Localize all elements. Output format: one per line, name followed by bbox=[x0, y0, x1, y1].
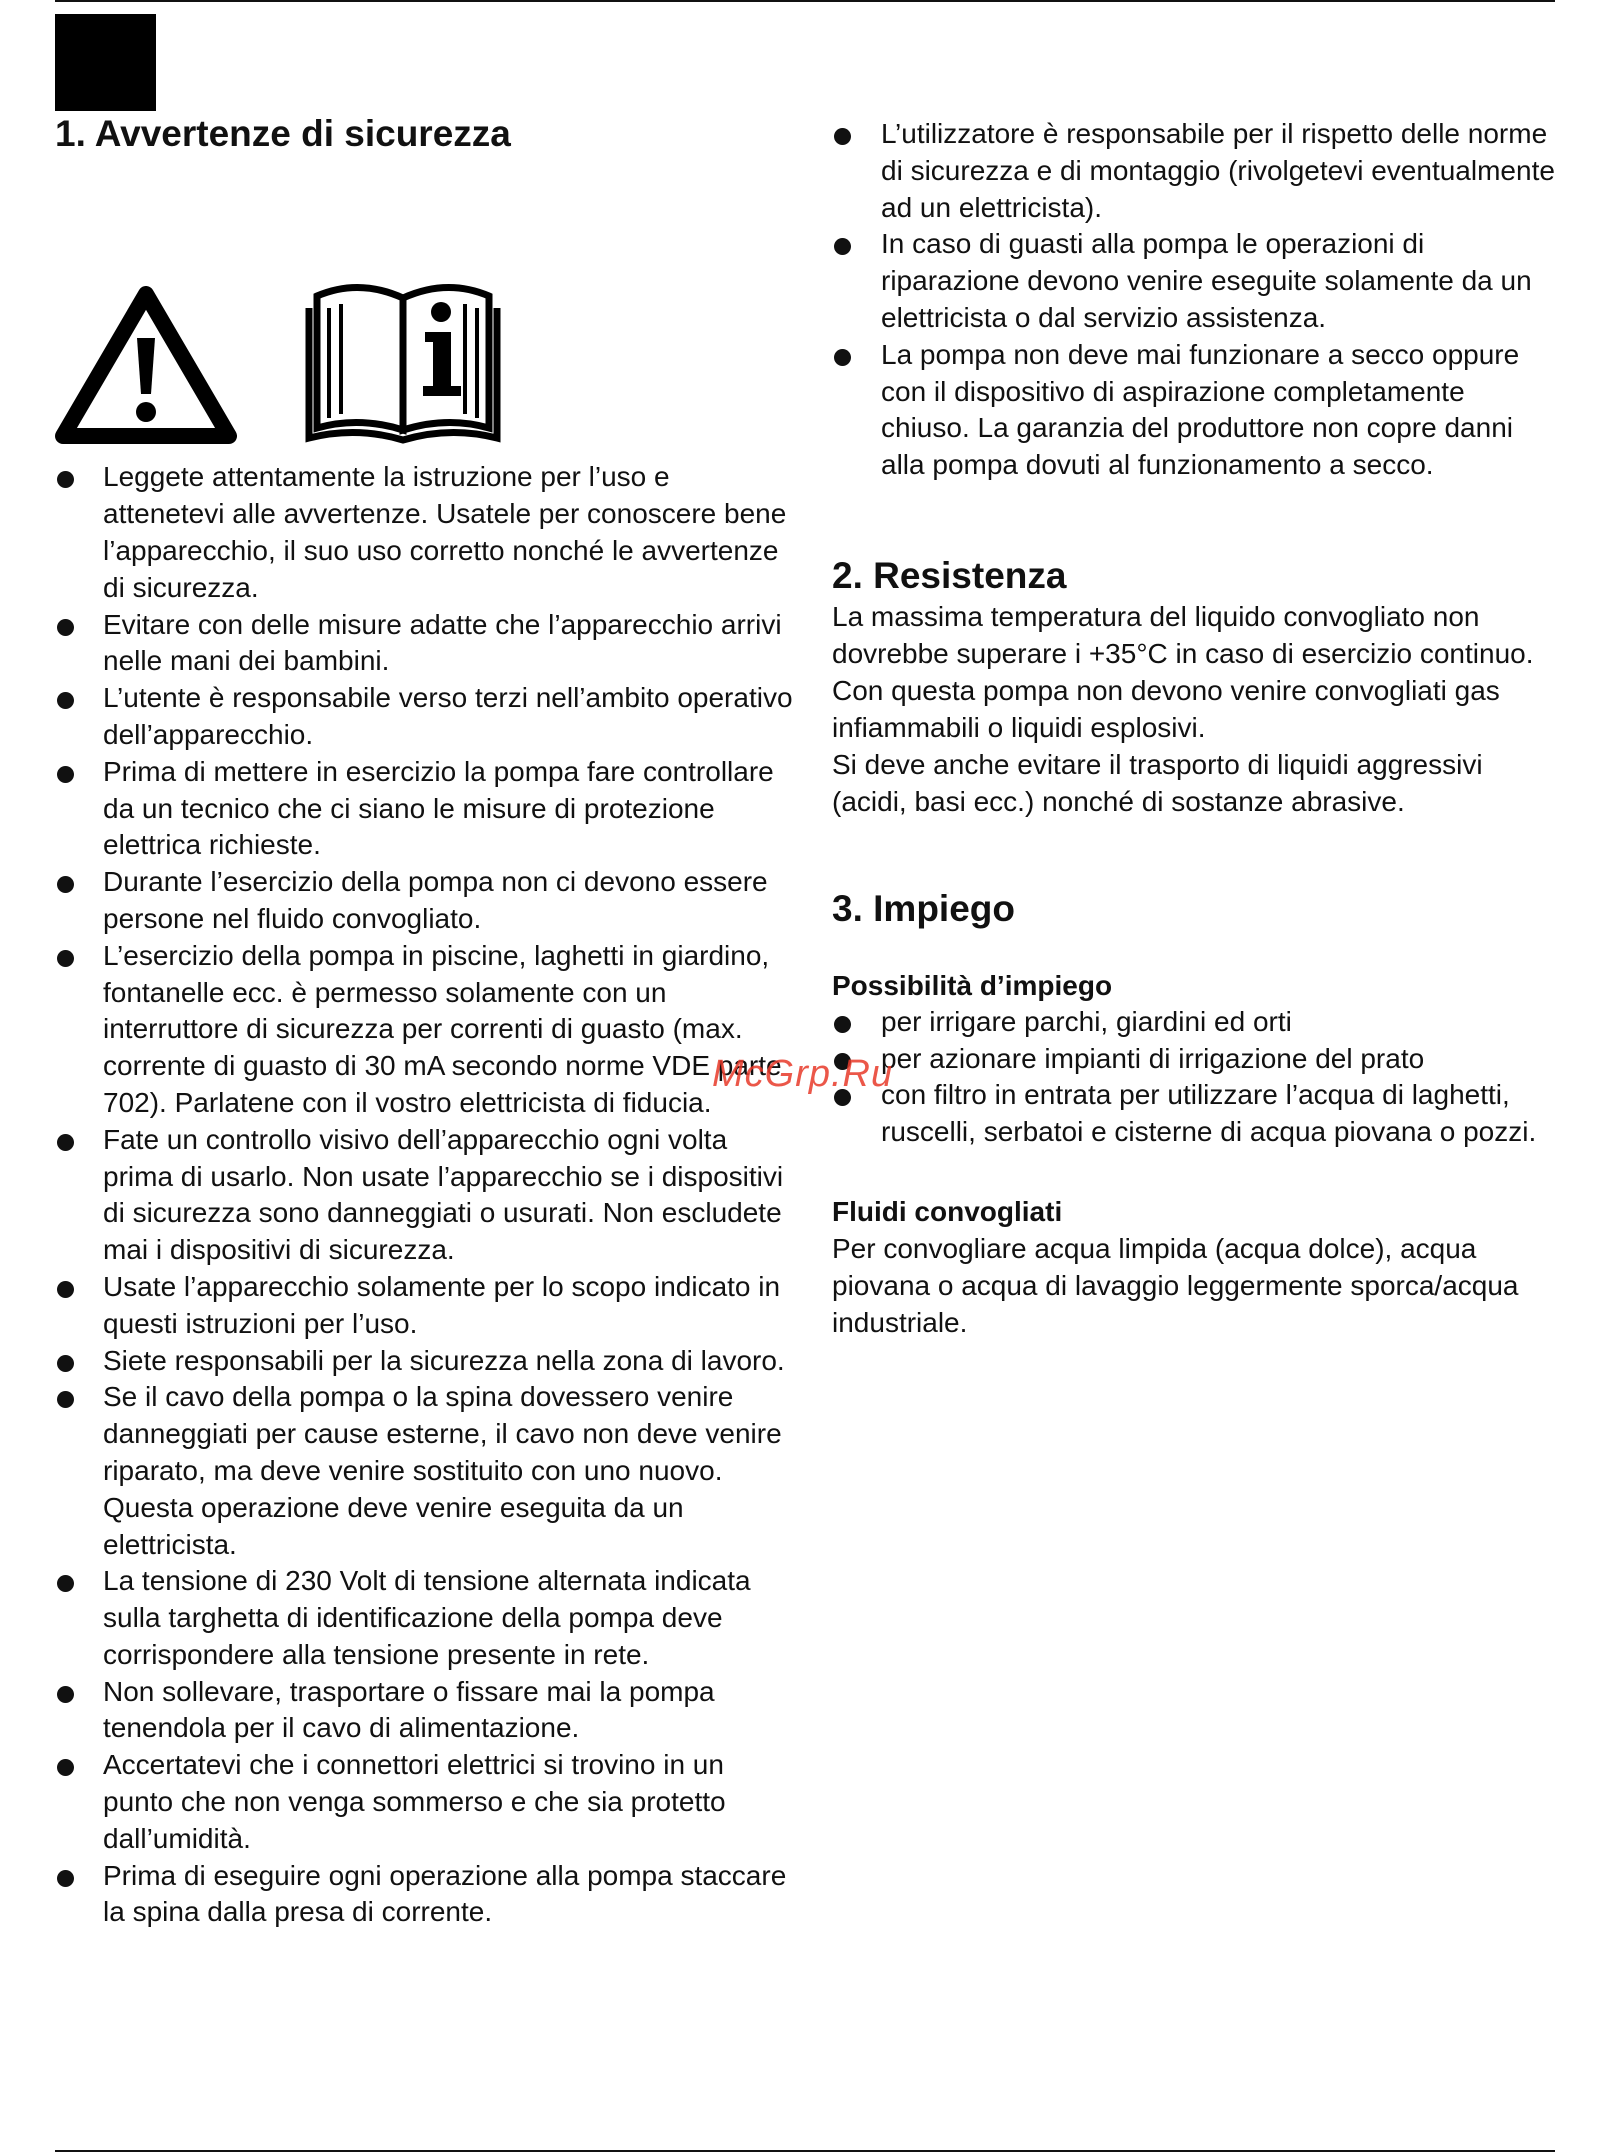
list-item: Durante l’esercizio della pompa non ci devono essere persone nel fluido convogliato. bbox=[55, 864, 795, 938]
bullet-icon bbox=[834, 1016, 851, 1033]
bullet-icon bbox=[57, 1575, 74, 1592]
list-item: Non sollevare, trasportare o fissare mai la pompa tenendola per il cavo di alimentazione. bbox=[55, 1674, 795, 1748]
list-item: L’esercizio della pompa in piscine, laghetti in giardino, fontanelle ecc. è permesso solamente con un interruttore di sicurezza per correnti di guasto (max. corrente di guasto di 30 mA secondo norme VDE parte 702). Parlatene con il vostro elettricista di fiducia. bbox=[55, 938, 795, 1122]
list-item: La pompa non deve mai funzionare a secco oppure con il dispositivo di aspirazione completamente chiuso. La garanzia del produttore non copre danni alla pompa dovuti al funzionamento a secco. bbox=[832, 337, 1560, 484]
watermark: McGrp.Ru bbox=[712, 1053, 894, 1095]
list-item: per azionare impianti di irrigazione del prato bbox=[832, 1041, 1560, 1078]
section3-title: 3. Impiego bbox=[832, 888, 1015, 930]
bullet-icon bbox=[57, 950, 74, 967]
safety-icons bbox=[55, 156, 795, 456]
list-item: per irrigare parchi, giardini ed orti bbox=[832, 1004, 1560, 1041]
list-item: Fate un controllo visivo dell’apparecchio ogni volta prima di usarlo. Non usate l’apparecchio se i dispositivi di sicurezza sono danneggiati o usurati. Non escludete mai i dispositivi di sicurezza. bbox=[55, 1122, 795, 1269]
list-item: L’utilizzatore è responsabile per il rispetto delle norme di sicurezza e di montaggio (rivolgetevi eventualmente ad un elettricista). bbox=[832, 116, 1560, 226]
uses-heading: Possibilità d’impiego bbox=[832, 969, 1113, 1001]
right-column bbox=[832, 112, 1560, 1341]
section2-paragraph: La massima temperatura del liquido convogliato non dovrebbe superare i +35°C in caso di esercizio continuo. bbox=[832, 601, 1534, 670]
section2-title: 2. Resistenza bbox=[832, 554, 1067, 596]
list-item: Accertatevi che i connettori elettrici si trovino in un punto che non venga sommerso e che sia protetto dall’umidità. bbox=[55, 1747, 795, 1857]
list-item: Prima di mettere in esercizio la pompa fare controllare da un tecnico che ci siano le misure di protezione elettrica richieste. bbox=[55, 754, 795, 864]
bullet-icon bbox=[834, 238, 851, 255]
bullet-icon bbox=[57, 619, 74, 636]
bullet-icon bbox=[57, 1134, 74, 1151]
language-tab-block bbox=[55, 14, 156, 111]
list-item: con filtro in entrata per utilizzare l’acqua di laghetti, ruscelli, serbatoi e cisterne di acqua piovana o pozzi. bbox=[832, 1077, 1560, 1151]
bullet-icon bbox=[834, 128, 851, 145]
bullet-icon bbox=[57, 1686, 74, 1703]
bullet-icon bbox=[57, 1281, 74, 1298]
list-item: La tensione di 230 Volt di tensione alternata indicata sulla targhetta di identificazione della pompa deve corrispondere alla tensione presente in rete. bbox=[55, 1563, 795, 1673]
left-column bbox=[55, 112, 795, 1931]
fluids-heading: Fluidi convogliati bbox=[832, 1195, 1063, 1227]
bullet-icon bbox=[57, 1870, 74, 1887]
list-item: Usate l’apparecchio solamente per lo scopo indicato in questi istruzioni per l’uso. bbox=[55, 1269, 795, 1343]
bullet-icon bbox=[57, 876, 74, 893]
uses-list bbox=[832, 1004, 1560, 1151]
list-item: Prima di eseguire ogni operazione alla pompa staccare la spina dalla presa di corrente. bbox=[55, 1858, 795, 1932]
list-item: Siete responsabili per la sicurezza nella zona di lavoro. bbox=[55, 1343, 795, 1380]
section2-paragraph: Con questa pompa non devono venire convogliati gas infiammabili o liquidi esplosivi. bbox=[832, 675, 1500, 744]
bullet-icon bbox=[57, 471, 74, 488]
fluids-text: Per convogliare acqua limpida (acqua dolce), acqua piovana o acqua di lavaggio leggermente sporca/acqua industriale. bbox=[832, 1232, 1519, 1338]
safety-list-continued bbox=[832, 116, 1560, 484]
top-rule bbox=[55, 0, 1555, 2]
section2-paragraph: Si deve anche evitare il trasporto di liquidi aggressivi (acidi, basi ecc.) nonché di sostanze abrasive. bbox=[832, 749, 1483, 818]
bullet-icon bbox=[57, 1391, 74, 1408]
list-item: Se il cavo della pompa o la spina dovessero venire danneggiati per cause esterne, il cavo non deve venire riparato, ma deve venire sostituito con uno nuovo. Questa operazione deve venire eseguita da un elettricista. bbox=[55, 1379, 795, 1563]
bullet-icon bbox=[57, 1355, 74, 1372]
list-item: Evitare con delle misure adatte che l’apparecchio arrivi nelle mani dei bambini. bbox=[55, 607, 795, 681]
bullet-icon bbox=[57, 766, 74, 783]
list-item: In caso di guasti alla pompa le operazioni di riparazione devono venire eseguite solamente da un elettricista o dal servizio assistenza. bbox=[832, 226, 1560, 336]
bottom-rule bbox=[55, 2150, 1555, 2152]
list-item: L’utente è responsabile verso terzi nell’ambito operativo dell’apparecchio. bbox=[55, 680, 795, 754]
warning-triangle-icon bbox=[55, 286, 237, 444]
safety-list bbox=[55, 459, 795, 1931]
list-item: Leggete attentamente la istruzione per l’uso e attenetevi alle avvertenze. Usatele per conoscere bene l’apparecchio, il suo uso corretto nonché le avvertenze di sicurezza. bbox=[55, 459, 795, 606]
bullet-icon bbox=[834, 349, 851, 366]
bullet-icon bbox=[57, 692, 74, 709]
section1-title: 1. Avvertenze di sicurezza bbox=[55, 113, 511, 154]
info-manual-icon bbox=[301, 268, 505, 448]
bullet-icon bbox=[57, 1759, 74, 1776]
